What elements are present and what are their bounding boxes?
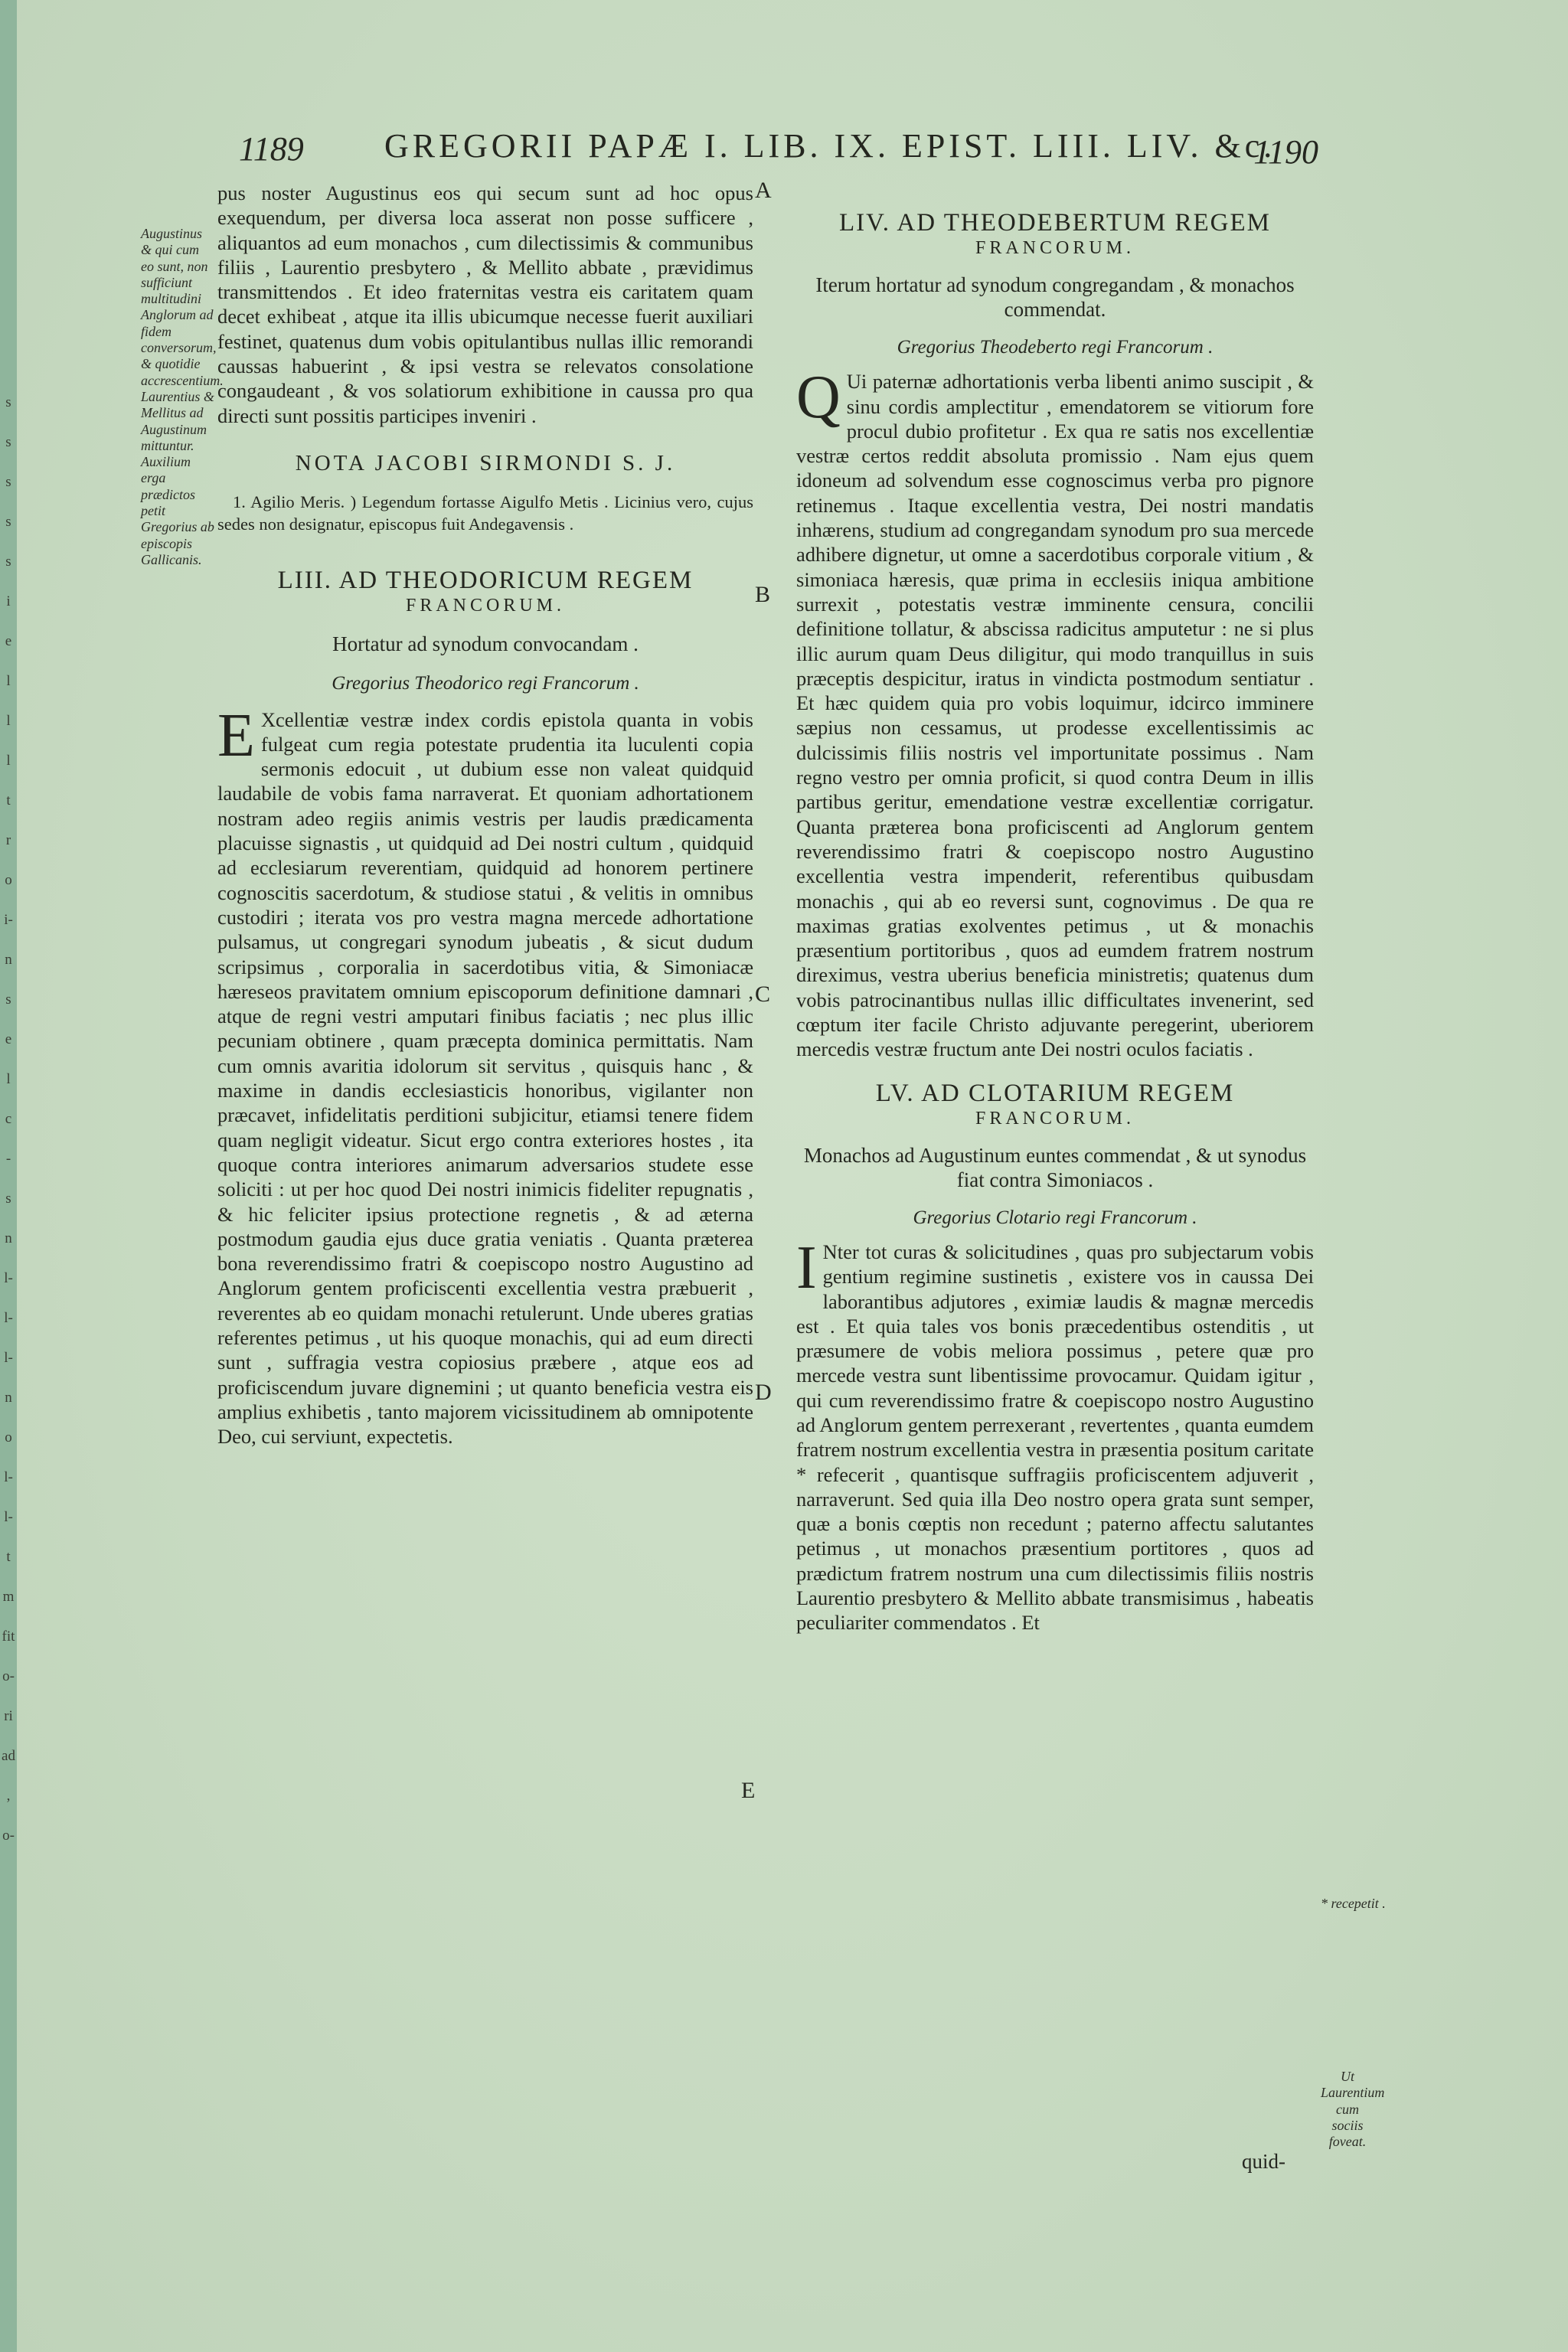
letter-54-subheading: FRANCORUM. <box>975 238 1135 258</box>
gutter-fragment: n <box>5 1230 12 1246</box>
letter-55-dropcap: I <box>796 1233 817 1302</box>
gutter-fragment: l- <box>4 1509 13 1525</box>
note-title: NOTA JACOBI SIRMONDI S. J. <box>295 450 676 475</box>
letter-54-salutation: Gregorius Theodeberto regi Francorum . <box>897 337 1214 358</box>
letter-55-salutation: Gregorius Clotario regi Francorum . <box>913 1207 1197 1228</box>
gutter-fragment: fit <box>2 1628 15 1645</box>
page-header <box>239 126 1318 172</box>
gutter-fragment: o <box>5 872 12 888</box>
letter-55-text <box>796 1233 1314 1635</box>
gutter-fragment: s <box>5 434 11 450</box>
letter-53-heading: LIII. AD THEODORICUM REGEM <box>277 567 694 595</box>
gutter-fragment: l- <box>4 1310 13 1326</box>
gutter-fragment: s <box>5 554 11 570</box>
gutter-fragment: i- <box>4 912 13 928</box>
page-number-left: 1189 <box>239 130 304 168</box>
margin-note-right: Ut Laurentium cum sociis foveat. <box>1321 2069 1385 2150</box>
book-page <box>17 0 1568 2352</box>
right-column <box>796 208 1314 1635</box>
gutter-fragment: ri <box>4 1708 13 1724</box>
gutter-fragment: l <box>6 1071 11 1087</box>
gutter-fragment: i <box>6 593 11 609</box>
section-letter-a: A <box>755 178 772 203</box>
letter-53-text <box>217 701 753 1449</box>
letter-55-body: Nter tot curas & solicitudines , quas pro subjectarum vobis gentium regimine sustinetis , existere vos in caussa Dei laborantibus adjutores , eximiæ laudis & magnæ mercedis est . Et quia tales vos bonis præcedentibus ostenditis , ut præsumere de vobis meliora possimus , petere quæ pro mercede vestra sunt libentissime provocamur. Quidam igitur , qui cum reverendissimo fratre & coepiscopo nostro Augustino ad Anglorum gentem perrexerant , revertentes , quanta eumdem fratrem nostrum excellentia vestra in præsentia positum caritate * refecerit , quantisque suffragiis proficiscentem adjuverit , narraverunt. Sed quia illa Deo nostro opera grata sunt semper, quæ a bonis cœptis non recedunt ; paterno affectu salutantes petimus , ut monachos præsentium portitores , quos ad prædictum fratrem nostrum una cum dilectissimis filiis nostris Laurentio presbytero & Mellito abbate transmisimus , habeatis peculiariter commendatos . Et <box>796 1240 1314 1635</box>
gutter-fragment: r <box>5 832 11 848</box>
letter-55-subheading: FRANCORUM. <box>975 1108 1135 1129</box>
gutter-fragment: e <box>5 633 12 649</box>
gutter-fragment: l- <box>4 1270 13 1286</box>
gutter-fragment: l <box>6 673 11 689</box>
gutter-fragment: m <box>2 1589 15 1605</box>
gutter-fragment: o- <box>2 1668 15 1684</box>
gutter-fragment: l- <box>4 1469 13 1485</box>
margin-variant-note: * recepetit . <box>1321 1896 1386 1911</box>
gutter-fragment: s <box>5 991 11 1008</box>
gutter-fragment: s <box>5 514 11 530</box>
catchword: quid- <box>1242 2150 1285 2173</box>
gutter-fragment: s <box>5 1191 11 1207</box>
letter-53-body: Xcellentiæ vestræ index cordis epistola quanta in vobis fulgeat cum regia potestate prudentia ita luculenti copia sermonis edocuit , ut dubium esse non valeat quidquid laudabile de vobis fama narraverat. Et quoniam adhortationem nostram adeo regiis animis vestris per laudis prædicamenta placuisse signastis , ut quidquid ad Dei nostri cultum , quidquid ad ecclesiarum reverentiam, quidquid ad honorem pertinere cognoscitis sacerdotum, & studiose statui , & velitis in omnibus custodiri ; iterata vos pro vestra magna mercede adhortatione pulsamus, ut congregari synodum jubeatis , & sicut dudum scripsimus , corporalia in sacerdotibus vitia, & Simoniacæ hæreseos pravitatem omnium episcoporum definitione damnari , atque de regni vestri amputari finibus faciatis ; nec plus illic pecuniam obtinere , quam præcepta dominica permittatis. Nam cum omnis avaritia idolorum sit servitus , quisquis hanc , & maxime in dandis ecclesiasticis honoribus, vigilanter non præcavet, infidelitatis perditioni subjicitur, etiamsi tenere fidem quam negligit videatur. Sicut ergo contra exteriores hostes , ita quoque contra interiores animarum adversarios studete esse soliciti : ut per hoc quod Dei nostri inimicis fideliter repugnatis , & hic feliciter ipsius protectione regnetis , & ad æterna postmodum gaudia ejus duce gratia veniatis . Quanta præterea bona reverendissimo fratri & coepiscopo nostro Augustino ad Anglorum gentem proficiscenti excellentia vestra præbuerit , reverentes ab eo quidam monachi retulerunt. Unde uberes gratias referentes petimus , ut his quoque monachis, qui ad eum directi sunt , suffragia vestra copiosius præbere , atque eos ad proficiscendum juvare dignemini ; ut quanto beneficia vestra eis amplius exhibetis , tanto majorem vicissitudinem ab omnipotente Deo, cui serviunt, expectetis. <box>217 707 753 1449</box>
letter-54-body: Ui paternæ adhortationis verba libenti animo suscipit , & sinu cordis amplectitur , emendatorem se vitiorum fore procul dubio profitetur . Ex qua re satis nos excellentiæ vestræ certos reddit absoluta promissio . Nam ejus quem idoneum ad solvendum esse cognoscimus verba pro pignore retinemus . Itaque excellentia vestra, Dei nostri mandatis inhærens, studium ad congregandam synodum pro sua mercede adhibere dignetur, ut omne a sacerdotibus corporale vitium , & simoniaca hæresis, quæ prima in ecclesiis iniqua ambitione surrexit , potestatis vestræ imminente censura, concilii definitione tollatur, & abscissa radicitus amputetur : ne si plus illic aurum quam Deus diligitur, qui modo tranquillus in suis præceptis despicitur, iratus in vindicta postmodum sentiatur . Et hæc quidem quia pro vobis loquimur, idcirco imminere sæpius non cessamus, ut prodesse excellentissimis ac dulcissimis filiis nostris vel importunitate possimus . Nam regno vestro per omnia proficit, si quod contra Deum in illis partibus geritur, emendatione vestræ excellentiæ corrigatur. Quanta præterea bona proficiscenti ad Anglorum gentem reverendissimo fratri & coepiscopo nostro Augustino excellentia vestra impenderit, referentibus quibusdam monachis , qui ab eo reversi sunt, cognovimus . De qua re maximas gratias exolventes petimus , ut & monachis præsentium portitoribus , quos ad eumdem fratrem nostrum direximus, vestra uberius beneficia ministretis; quatenus dum vobis patrocinantibus nullas illic difficultates invenerint, sed cœptum iter facile Christo adjuvante peregerint, uberiorem mercedis vestræ fructum ante Dei nostri oculos faciatis . <box>796 370 1314 1061</box>
gutter-fragment: s <box>5 394 11 410</box>
letter-54-text <box>796 364 1314 1061</box>
letter-53-summary: Hortatur ad synodum convocandam . <box>332 632 639 656</box>
gutter-fragment: l <box>6 713 11 729</box>
gutter-fragment: t <box>6 1549 11 1565</box>
gutter-fragment: l- <box>4 1350 13 1366</box>
gutter-fragment: o <box>5 1429 12 1446</box>
letter-55-heading: LV. AD CLOTARIUM REGEM <box>875 1079 1235 1107</box>
section-letter-b: B <box>755 582 771 607</box>
gutter-fragment: s <box>5 474 11 490</box>
letter-continuation: pus noster Augustinus eos qui secum sunt ad hoc opus exequendum, per diversa loca asserat non posse sufficere , aliquantos ad eum monachos , cum dilectissimis & communibus filiis , Laurentio presbytero , & Mellito abbate , prævidimus transmittendos . Et ideo fraternitas vestra eis caritatem quam decet exhibeat , atque ita illis ubicumque necesse fuerit auxiliari festinet, quatenus dum vobis opitulantibus nullas illic remorandi caussas habuerint , & ipsi vestra se relevatos consolatione congaudeant , & vos solatiorum exhibitione in caussa pro qua directi sunt possitis participes inveniri . <box>217 181 753 427</box>
page-number-right: 1190 <box>1253 133 1318 171</box>
section-letter-d: D <box>755 1380 772 1405</box>
gutter-fragment: n <box>5 952 12 968</box>
running-head: GREGORII PAPÆ I. LIB. IX. EPIST. LIII. LIV. &c. <box>384 127 1276 165</box>
letter-55-summary: Monachos ad Augustinum euntes commendat , & ut synodus fiat contra Simoniacos . <box>803 1143 1307 1191</box>
gutter-fragment: n <box>5 1390 12 1406</box>
gutter-fragment: e <box>5 1031 12 1047</box>
note-text: 1. Agilio Meris. ) Legendum fortasse Aigulfo Metis . Licinius vero, cujus sedes non designatur, episcopus fuit Andegavensis . <box>217 492 753 534</box>
section-letter-c: C <box>755 982 771 1007</box>
letter-54-summary: Iterum hortatur ad synodum congregandam , & monachos commendat. <box>815 273 1295 321</box>
letter-53-subheading: FRANCORUM. <box>405 596 566 616</box>
letter-53-salutation: Gregorius Theodorico regi Francorum . <box>332 673 639 694</box>
gutter-fragment: o- <box>2 1828 15 1844</box>
margin-note-left: Augustinus & qui cum eo sunt, non sufficiunt multitudini Anglorum ad fidem conversorum, & quotidie accrescentium. Laurentius & Mellitus ad Augustinum mittuntur. Auxilium erga prædictos petit Gregorius ab episcopis Gallicanis. <box>141 226 224 567</box>
gutter-fragment: l <box>6 753 11 769</box>
page-gutter <box>0 0 17 2352</box>
left-column <box>217 181 753 1449</box>
gutter-text-fragments <box>0 383 17 1856</box>
gutter-fragment: c <box>5 1111 12 1127</box>
letter-54-heading: LIV. AD THEODEBERTUM REGEM <box>839 209 1271 237</box>
letter-54-dropcap: Q <box>796 364 841 432</box>
gutter-fragment: - <box>5 1151 11 1167</box>
section-letter-e: E <box>741 1778 756 1803</box>
letter-53-dropcap: E <box>217 701 255 769</box>
gutter-fragment: t <box>6 792 11 808</box>
gutter-fragment: ad <box>2 1748 15 1764</box>
gutter-fragment: , <box>6 1788 11 1804</box>
